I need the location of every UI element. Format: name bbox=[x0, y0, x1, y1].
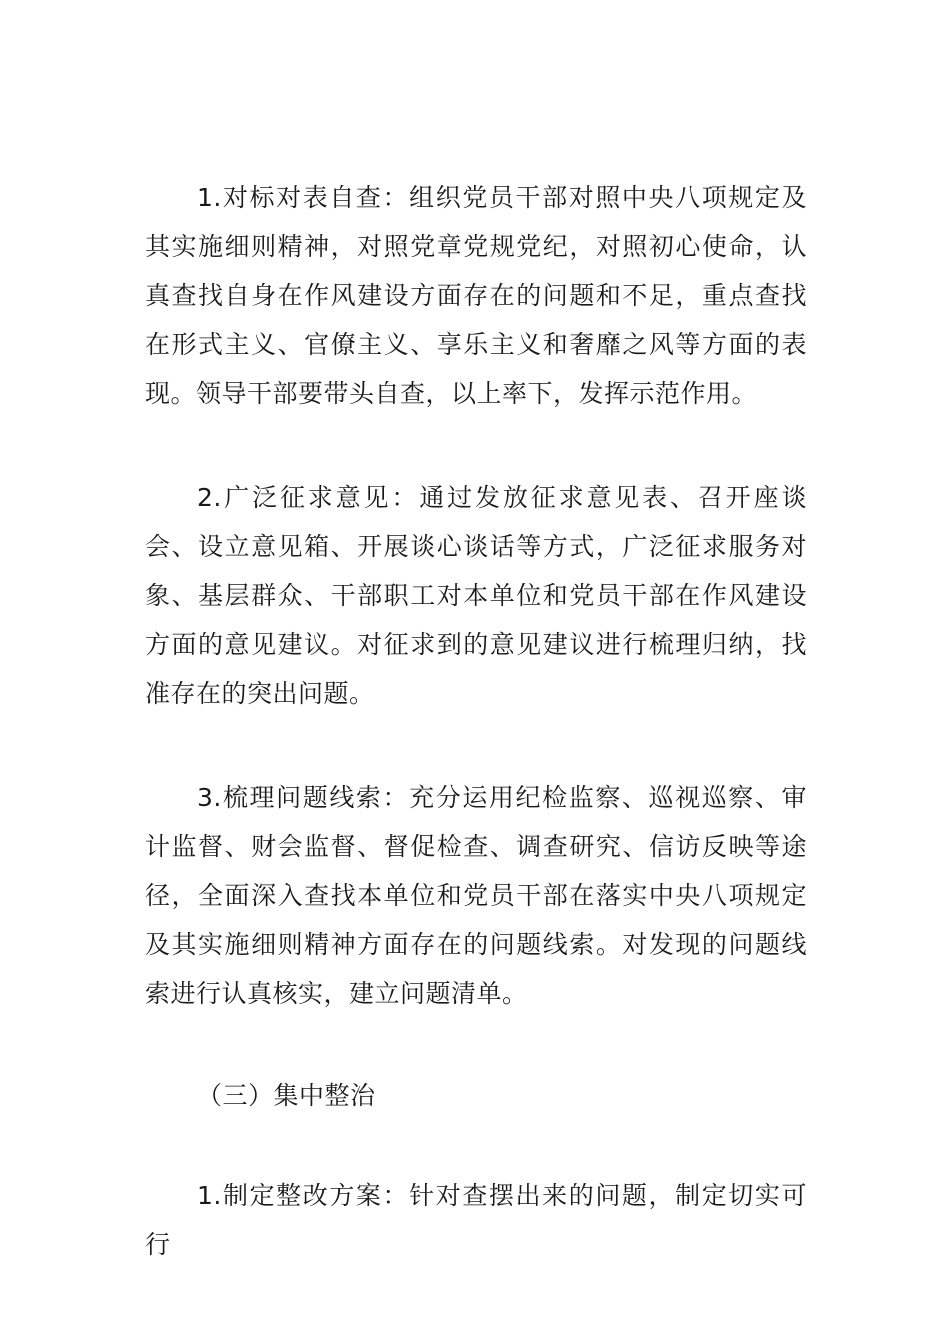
section-heading: （三）集中整治 bbox=[197, 1081, 376, 1110]
paragraph-problem-clues: 3.梳理问题线索：充分运用纪检监察、巡视巡察、审计监督、财会监督、督促检查、调查研究、信访反映等途径，全面深入查找本单位和党员干部在落实中央八项规定及其实施细则精神方面存在的问题线索。对发现的问题线索进行认真核实，建立问题清单。 bbox=[145, 783, 807, 1008]
paragraph-self-check: 1.对标对表自查：组织党员干部对照中央八项规定及其实施细则精神，对照党章党规党纪，对照初心使命，认真查找自身在作风建设方面存在的问题和不足，重点查找在形式主义、官僚主义、享乐主义和奢靡之风等方面的表现。领导干部要带头自查，以上率下，发挥示范作用。 bbox=[145, 183, 807, 408]
paragraph-solicit-opinions: 2.广泛征求意见：通过发放征求意见表、召开座谈会、设立意见箱、开展谈心谈话等方式，广泛征求服务对象、基层群众、干部职工对本单位和党员干部在作风建设方面的意见建议。对征求到的意见建议进行梳理归纳，找准存在的突出问题。 bbox=[145, 483, 807, 708]
paragraph-rectification-plan: 1.制定整改方案：针对查摆出来的问题，制定切实可行 bbox=[145, 1181, 807, 1259]
